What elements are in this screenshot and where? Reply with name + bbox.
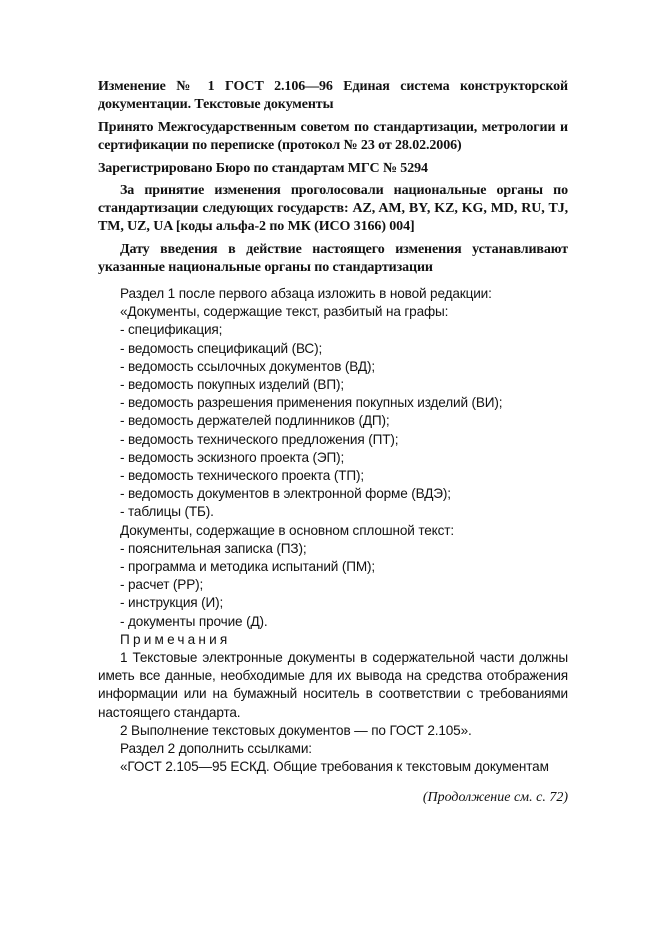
list-item: - расчет (РР); — [120, 577, 204, 593]
continuation-note: (Продолжение см. с. 72) — [422, 790, 568, 806]
notes-heading: Примечания — [120, 631, 231, 647]
list-item: - пояснительная записка (ПЗ); — [120, 540, 307, 556]
note-2: 2 Выполнение текстовых документов — по ГОСТ 2.105». — [120, 722, 472, 738]
list-item: - ведомость ссылочных документов (ВД); — [120, 358, 375, 374]
adopted-statement: Принято Межгосударственным советом по стандартизации, метрологии и сертификации по переписке (протокол № 23 от 28.02.2006) — [98, 120, 568, 153]
list-item: - ведомость эскизного проекта (ЭП); — [120, 449, 345, 465]
list-item: - ведомость документов в электронной форме (ВДЭ); — [120, 486, 451, 502]
section-2-line: Раздел 2 дополнить ссылками: — [120, 741, 312, 757]
list-item: - ведомость технического проекта (ТП); — [120, 468, 364, 484]
table-docs-list — [98, 321, 568, 521]
note-1: 1 Текстовые электронные документы в содержательной части должны иметь все данные, необходимые для их вывода на средства отображения информации или на бумажный носитель в соответствии с требованиями настоящего стандарта. — [98, 650, 568, 720]
effective-date-statement: Дату введения в действие настоящего изменения устанавливают указанные национальные органы по стандартизации — [98, 242, 568, 275]
list-item: - ведомость разрешения применения покупных изделий (ВИ); — [120, 395, 503, 411]
intro-line: Раздел 1 после первого абзаца изложить в новой редакции: — [120, 286, 492, 301]
document-page — [98, 78, 568, 806]
list-item: - ведомость покупных изделий (ВП); — [120, 377, 344, 393]
docs-intro-line: «Документы, содержащие текст, разбитый на графы: — [120, 304, 449, 320]
list-item: - ведомость технического предложения (ПТ); — [120, 431, 399, 447]
solid-intro-line: Документы, содержащие в основном сплошной текст: — [120, 522, 454, 538]
solid-docs-list — [98, 540, 568, 631]
voting-statement: За принятие изменения проголосовали национальные органы по стандартизации следующих государств: AZ, AM, BY, KZ, KG, MD, RU, TJ, TM, UZ, UA [коды альфа-2 по МК (ИСО 3166) 004] — [98, 183, 568, 234]
amendment-title: Изменение № 1 ГОСТ 2.106—96 Единая система конструкторской документации. Текстовые документы — [98, 79, 568, 112]
list-item: - документы прочие (Д). — [120, 613, 268, 629]
list-item: - ведомость спецификаций (ВС); — [120, 340, 323, 356]
amendment-body — [98, 285, 568, 776]
list-item: - инструкция (И); — [120, 595, 224, 611]
registration-statement: Зарегистрировано Бюро по стандартам МГС № 5294 — [98, 161, 428, 176]
list-item: - спецификация; — [120, 322, 223, 338]
reference-line: «ГОСТ 2.105—95 ЕСКД. Общие требования к текстовым документам — [120, 759, 549, 775]
list-item: - ведомость держателей подлинников (ДП); — [120, 413, 390, 429]
list-item: - программа и методика испытаний (ПМ); — [120, 559, 376, 575]
list-item: - таблицы (ТБ). — [120, 504, 214, 520]
